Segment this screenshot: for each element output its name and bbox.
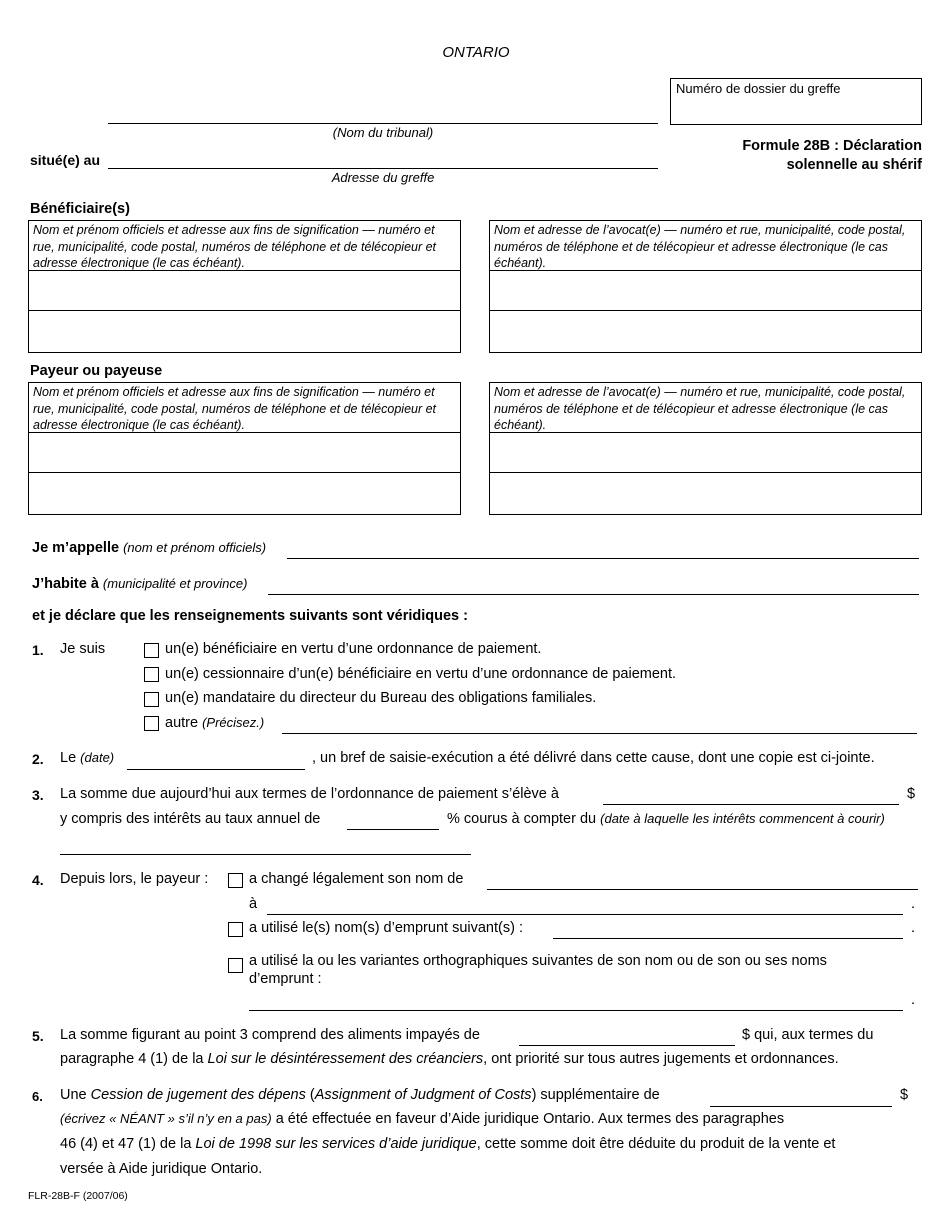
item-4-lead: Depuis lors, le payeur : (60, 871, 209, 887)
court-name-caption: (Nom du tribunal) (332, 125, 434, 140)
item-2-date-field[interactable] (127, 769, 305, 770)
payor-lawyer-field-2[interactable] (490, 473, 921, 513)
form-code: FLR-28B-F (2007/06) (28, 1190, 128, 1202)
item-6-amount-field[interactable] (710, 1106, 892, 1107)
court-address-caption: Adresse du greffe (331, 170, 435, 185)
item-1-option-3-checkbox[interactable] (144, 692, 159, 707)
recipient-party-box-header: Nom et prénom officiels et adresse aux fins de signification — numéro et rue, municipalité, code postal, numéros de téléphone et de télécopieur et adresse électronique (le cas échéant). (29, 221, 460, 271)
court-file-number-label: Numéro de dossier du greffe (676, 81, 841, 96)
item-4-option-1-label: a changé légalement son nom de (249, 871, 464, 887)
item-1-lead: Je suis (60, 641, 106, 657)
item-5-line1a: La somme figurant au point 3 comprend des aliments impayés de (60, 1027, 480, 1043)
payor-party-box-header: Nom et prénom officiels et adresse aux fins de signification — numéro et rue, municipalité, code postal, numéros de téléphone et de télécopieur et adresse électronique (le cas échéant). (29, 383, 460, 433)
declarant-name-hint: (nom et prénom officiels) (123, 540, 267, 555)
recipient-party-field-1[interactable] (29, 271, 460, 311)
payor-lawyer-field-1[interactable] (490, 433, 921, 473)
item-1-other-field[interactable] (282, 733, 917, 734)
payor-party-field-1[interactable] (29, 433, 460, 473)
item-4-option-1-checkbox[interactable] (228, 873, 243, 888)
recipient-party-field-2[interactable] (29, 311, 460, 351)
item-4-option-2-checkbox[interactable] (228, 922, 243, 937)
item-5-line2b: , ont priorité sur tous autres jugements et ordonnances. (483, 1051, 839, 1067)
item-2-number: 2. (32, 751, 44, 767)
item-6-hint: (écrivez « NÉANT » s’il n’y en a pas) (60, 1111, 272, 1126)
province-heading: ONTARIO (442, 44, 510, 61)
item-4-number: 4. (32, 872, 44, 888)
item-6-e: ) supplémentaire de (531, 1087, 660, 1103)
item-4-option-3-line2: d’emprunt : (249, 971, 322, 987)
item-6-b: Cession de jugement des dépens (90, 1087, 306, 1103)
item-5-law-name: Loi sur le désintéressement des créanciers (207, 1051, 484, 1067)
declarant-city-row (32, 576, 247, 592)
item-1-option-4-label (165, 715, 264, 731)
court-address-field[interactable] (108, 168, 658, 169)
item-4-old-name-field[interactable] (487, 889, 918, 890)
item-4-option-3-line1: a utilisé la ou les variantes orthographiques suivantes de son nom ou de son ou ses noms (249, 953, 827, 969)
item-1-option-1-label: un(e) bénéficiaire en vertu d’une ordonnance de paiement. (165, 641, 542, 657)
recipient-lawyer-field-1[interactable] (490, 271, 921, 311)
item-6-c: ( (309, 1087, 315, 1103)
court-name-field[interactable] (108, 123, 658, 124)
item-2-lead (60, 750, 114, 766)
item-4-period-1: . (911, 896, 916, 912)
declarant-city-hint: (municipalité et province) (102, 576, 248, 591)
item-6-line2-text: a été effectuée en faveur d’Aide juridique Ontario. Aux termes des paragraphes (275, 1111, 785, 1127)
declarant-city-label: J’habite à (32, 576, 99, 592)
item-6-line3a: 46 (4) et 47 (1) de la (60, 1136, 192, 1152)
recipient-lawyer-box-header: Nom et adresse de l’avocat(e) — numéro et rue, municipalité, code postal, numéros de téléphone et de télécopieur et adresse électronique (le cas échéant). (490, 221, 921, 271)
declarant-name-field[interactable] (287, 558, 919, 559)
item-5-line2a: paragraphe 4 (1) de la (60, 1051, 204, 1067)
form-title (660, 137, 922, 175)
item-3-date-hint: (date à laquelle les intérêts commencent à courir) (600, 811, 885, 826)
item-2-tail: , un bref de saisie-exécution a été délivré dans cette cause, dont une copie est ci-jointe. (312, 750, 875, 766)
item-4-spelling-field[interactable] (249, 1010, 903, 1011)
payor-party-box (28, 382, 461, 515)
item-2-lead-text: Le (60, 750, 77, 766)
item-1-option-4-text: autre (165, 715, 199, 731)
item-6-line2 (60, 1111, 784, 1127)
recipient-section-label: Bénéficiaire(s) (30, 201, 130, 217)
recipient-lawyer-field-2[interactable] (490, 311, 921, 351)
item-2-date-hint: (date) (80, 750, 115, 765)
item-1-option-4-checkbox[interactable] (144, 716, 159, 731)
item-4-new-name-field[interactable] (267, 914, 903, 915)
item-3-date-field[interactable] (60, 854, 471, 855)
item-6-line3 (60, 1136, 835, 1152)
item-6-number: 6. (32, 1089, 43, 1104)
court-file-number-box[interactable] (670, 78, 922, 125)
recipient-party-box (28, 220, 461, 353)
item-6-line4: versée à Aide juridique Ontario. (60, 1161, 263, 1177)
item-3-line2b-text: % courus à compter du (447, 811, 597, 827)
item-5-line1b: $ qui, aux termes du (742, 1027, 874, 1043)
item-1-option-2-checkbox[interactable] (144, 667, 159, 682)
item-4-option-3-checkbox[interactable] (228, 958, 243, 973)
item-4-period-3: . (911, 992, 916, 1008)
declarant-name-label: Je m’appelle (32, 540, 120, 556)
payor-lawyer-box (489, 382, 922, 515)
item-1-option-1-checkbox[interactable] (144, 643, 159, 658)
form-title-line1: Formule 28B : Déclaration (742, 138, 922, 154)
declarant-city-field[interactable] (268, 594, 919, 595)
item-1-number: 1. (32, 642, 44, 658)
item-3-line2b (447, 811, 885, 827)
form-title-line2: solennelle au shérif (786, 157, 922, 173)
item-3-amount-field[interactable] (603, 804, 899, 805)
item-5-number: 5. (32, 1028, 44, 1044)
payor-party-field-2[interactable] (29, 473, 460, 513)
item-4-option-2-label: a utilisé le(s) nom(s) d’emprunt suivant(s) : (249, 920, 523, 936)
item-5-line2 (60, 1051, 839, 1067)
item-3-currency: $ (907, 786, 916, 802)
declarant-name-row (32, 540, 266, 556)
declaration-statement: et je déclare que les renseignements suivants sont véridiques : (32, 608, 468, 624)
item-4-to-label: à (249, 896, 258, 912)
item-3-line1: La somme due aujourd’hui aux termes de l’ordonnance de paiement s’élève à (60, 786, 559, 802)
item-1-option-4-hint: (Précisez.) (202, 715, 265, 730)
item-3-rate-field[interactable] (347, 829, 439, 830)
located-at-label: situé(e) au (30, 152, 101, 168)
item-3-number: 3. (32, 787, 44, 803)
item-6-line3b: , cette somme doit être déduite du produit de la vente et (476, 1136, 836, 1152)
item-6-law-name: Loi de 1998 sur les services d’aide juridique (195, 1136, 477, 1152)
item-6-d: Assignment of Judgment of Costs (314, 1087, 532, 1103)
item-1-option-2-label: un(e) cessionnaire d’un(e) bénéficiaire en vertu d’une ordonnance de paiement. (165, 666, 677, 682)
item-5-amount-field[interactable] (519, 1045, 735, 1046)
item-4-period-2: . (911, 920, 916, 936)
item-6-currency: $ (900, 1087, 909, 1103)
payor-lawyer-box-header: Nom et adresse de l’avocat(e) — numéro et rue, municipalité, code postal, numéros de téléphone et de télécopieur et adresse électronique (le cas échéant). (490, 383, 921, 433)
payor-section-label: Payeur ou payeuse (30, 363, 163, 379)
item-6-line1 (60, 1087, 660, 1103)
recipient-lawyer-box (489, 220, 922, 353)
item-4-alias-field[interactable] (553, 938, 903, 939)
item-1-option-3-label: un(e) mandataire du directeur du Bureau des obligations familiales. (165, 690, 597, 706)
item-3-line2a: y compris des intérêts au taux annuel de (60, 811, 321, 827)
item-6-a: Une (60, 1087, 87, 1103)
